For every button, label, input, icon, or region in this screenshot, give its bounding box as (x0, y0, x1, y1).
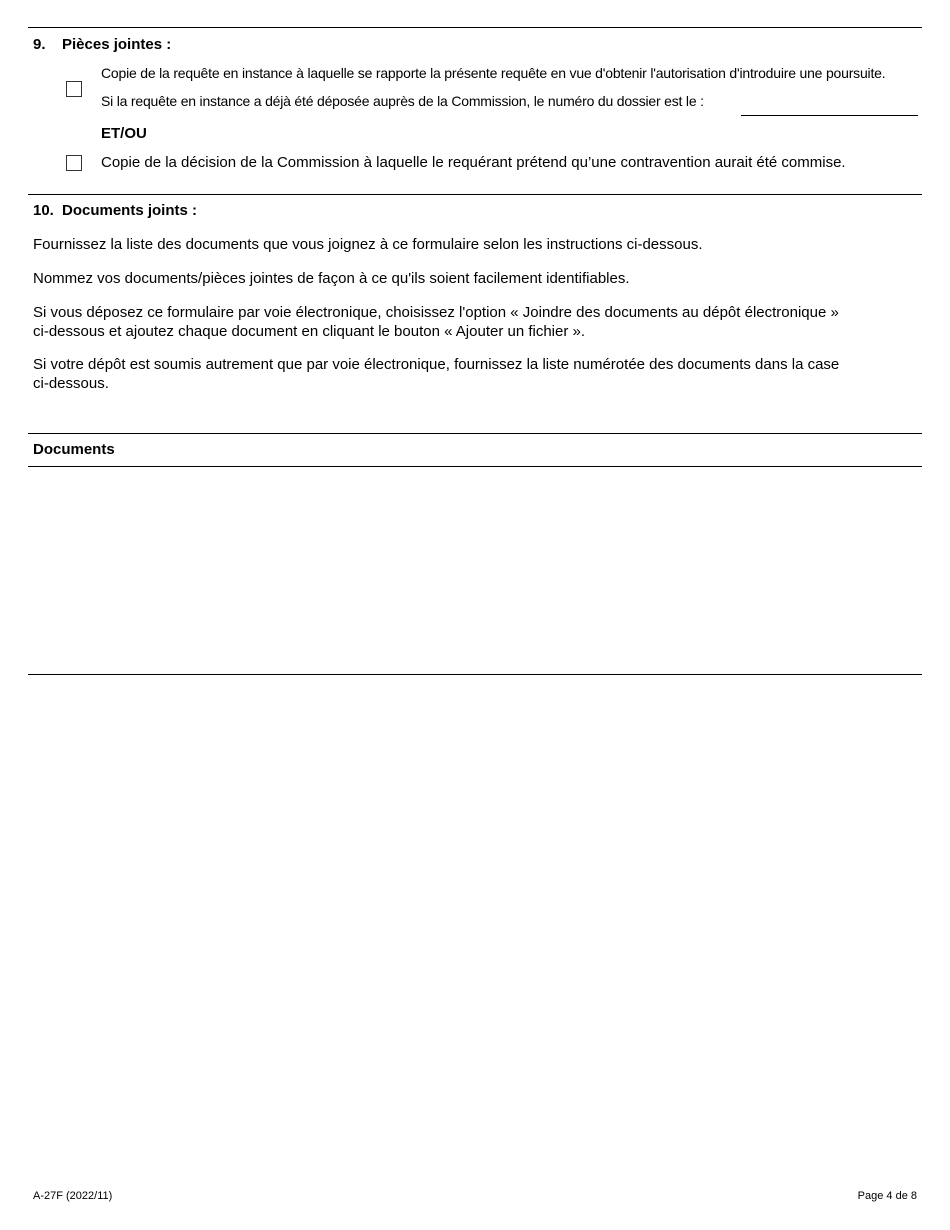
section-10-number: 10. (33, 202, 54, 219)
documents-heading: Documents (33, 441, 115, 458)
instruction-paragraph-4a: Si votre dépôt est soumis autrement que par voie électronique, fournissez la liste numérotée des documents dans la case (33, 356, 840, 373)
section-9-title: Pièces jointes : (62, 36, 172, 53)
documents-list-input[interactable] (28, 467, 922, 673)
section-10-title: Documents joints : (62, 202, 198, 219)
instruction-paragraph-1: Fournissez la liste des documents que vous joignez à ce formulaire selon les instructions ci-dessous. (33, 236, 703, 253)
page-number: Page 4 de 8 (857, 1190, 917, 1202)
instruction-paragraph-2: Nommez vos documents/pièces jointes de façon à ce qu'ils soient facilement identifiables. (33, 270, 630, 287)
attachment-decision-checkbox[interactable] (66, 155, 82, 171)
documents-top-divider (28, 433, 922, 434)
instruction-paragraph-3b: ci-dessous et ajoutez chaque document en cliquant le bouton « Ajouter un fichier ». (33, 323, 586, 340)
top-divider (28, 27, 922, 28)
file-number-input[interactable] (741, 97, 918, 116)
section-divider (28, 194, 922, 195)
section-9-number: 9. (33, 36, 46, 53)
attachment-request-label: Copie de la requête en instance à laquelle se rapporte la présente requête en vue d'obtenir l'autorisation d'introduire une poursuite. (101, 65, 886, 81)
instruction-paragraph-4b: ci-dessous. (33, 375, 109, 392)
attachment-request-checkbox[interactable] (66, 81, 82, 97)
file-number-label: Si la requête en instance a déjà été déposée auprès de la Commission, le numéro du dossier est le : (101, 93, 704, 109)
form-code: A-27F (2022/11) (33, 1190, 113, 1202)
instruction-paragraph-3a: Si vous déposez ce formulaire par voie électronique, choisissez l'option « Joindre des documents au dépôt électronique » (33, 304, 839, 321)
attachment-decision-label: Copie de la décision de la Commission à laquelle le requérant prétend qu’une contravention aurait été commise. (101, 154, 846, 171)
and-or-label: ET/OU (101, 125, 147, 142)
documents-bottom-divider (28, 674, 922, 675)
